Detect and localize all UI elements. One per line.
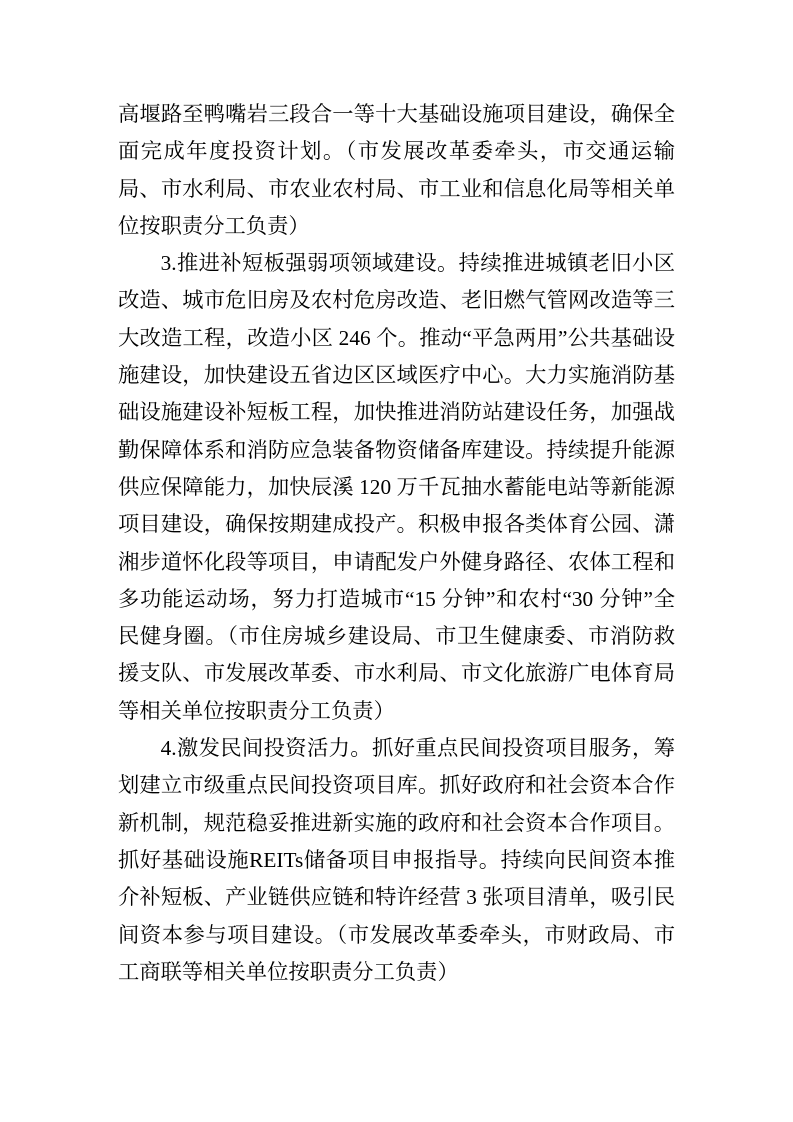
paragraph: 高堰路至鸭嘴岩三段合一等十大基础设施项目建设，确保全面完成年度投资计划。（市发展改革委牵头，市交通运输局、市水利局、市农业农村局、市工业和信息化局等相关单位按职责分工负责） [118, 102, 675, 238]
document-body [118, 96, 675, 991]
paragraph: 3.推进补短板强弱项领域建设。持续推进城镇老旧小区改造、城市危旧房及农村危房改造、老旧燃气管网改造等三大改造工程，改造小区 246 个。推动“平急两用”公共基础设施建设，加快建设五省边区区域医疗中心。大力实施消防基础设施建设补短板工程，加快推进消防站建设任务，加强战勤保障体系和消防应急装备物资储备库建设。持续提升能源供应保障能力，加快辰溪 120 万千瓦抽水蓄能电站等新能源项目建设，确保按期建成投产。积极申报各类体育公园、潇湘步道怀化段等项目，申请配发户外健身路径、农体工程和多功能运动场，努力打造城市“15 分钟”和农村“30 分钟”全民健身圈。（市住房城乡建设局、市卫生健康委、市消防救援支队、市发展改革委、市水利局、市文化旅游广电体育局等相关单位按职责分工负责） [118, 251, 675, 723]
paragraph: 4.激发民间投资活力。抓好重点民间投资项目服务，筹划建立市级重点民间投资项目库。抓好政府和社会资本合作新机制，规范稳妥推进新实施的政府和社会资本合作项目。抓好基础设施REITs储备项目申报指导。持续向民间资本推介补短板、产业链供应链和特许经营 3 张项目清单，吸引民间资本参与项目建设。（市发展改革委牵头，市财政局、市工商联等相关单位按职责分工负责） [118, 736, 675, 984]
